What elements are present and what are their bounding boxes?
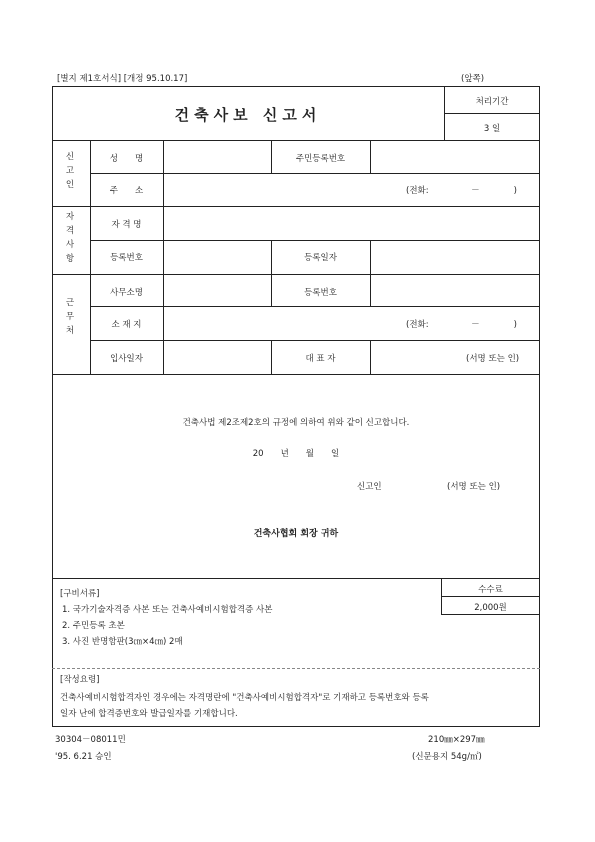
instructions-line: 건축사예비시험합격자인 경우에는 자격명란에 "건축사예비시험합격자"로 기재하고 등록번호와 등록 — [60, 693, 429, 703]
representative-label: 대 표 자 — [305, 354, 336, 364]
join-date-field[interactable] — [165, 345, 271, 367]
document-item: 3. 사진 반명함판(3㎝×4㎝) 2매 — [62, 637, 183, 647]
qual-reg-date-label: 등록일자 — [304, 253, 337, 263]
cert-name-label: 자 격 명 — [111, 220, 142, 230]
addressee: 건축사협회 회장 귀하 — [253, 529, 339, 539]
rrn-label: 주민등록번호 — [295, 154, 346, 164]
declaration-date: 20 년 월 일 — [252, 449, 340, 459]
section-workplace: 근 무 처 — [65, 298, 75, 336]
document-item: 2. 주민등록 초본 — [62, 621, 125, 631]
qual-reg-date-field[interactable] — [372, 245, 538, 267]
name-field[interactable] — [165, 146, 271, 168]
instructions-line: 일자 난에 합격증번호와 발급일자를 기재합니다. — [60, 709, 238, 719]
address-label: 주 소 — [109, 186, 144, 196]
office-reg-no-field[interactable] — [372, 279, 538, 301]
document-item: 1. 국가기술자격증 사본 또는 건축사예비시험합격증 사본 — [62, 605, 273, 615]
paper-size: 210㎜×297㎜ — [428, 735, 485, 745]
form-title: 건축사보 신고서 — [174, 106, 322, 124]
processing-period-label: 처리기간 — [475, 97, 509, 107]
documents-heading: [구비서류] — [60, 589, 100, 599]
applicant-phone-hint: (전화: － ) — [406, 186, 517, 196]
location-label: 소 재 지 — [111, 320, 142, 330]
instructions-heading: [작성요령] — [60, 675, 100, 685]
side-label: (앞쪽) — [461, 74, 485, 84]
approval-date: '95. 6.21 승인 — [55, 752, 112, 762]
section-qualification: 자 격 사 항 — [65, 212, 75, 264]
form-label: [별지 제1호서식] [개정 95.10.17] — [57, 74, 188, 84]
rrn-field[interactable] — [372, 146, 538, 168]
section-applicant: 신 고 인 — [65, 152, 75, 190]
office-name-field[interactable] — [165, 279, 271, 301]
processing-period-value: 3 일 — [483, 124, 501, 134]
reporter-sign-hint: (서명 또는 인) — [447, 482, 501, 492]
name-label: 성 명 — [109, 154, 144, 164]
fee-value: 2,000원 — [474, 603, 507, 613]
qual-reg-no-field[interactable] — [165, 245, 271, 267]
address-field[interactable] — [165, 178, 395, 200]
office-name-label: 사무소명 — [110, 288, 143, 298]
cert-name-field[interactable] — [165, 212, 535, 234]
office-reg-no-label: 등록번호 — [304, 288, 337, 298]
declaration-text: 건축사법 제2조제2호의 규정에 의하여 위와 같이 신고합니다. — [182, 418, 410, 428]
qual-reg-no-label: 등록번호 — [110, 253, 143, 263]
representative-field[interactable] — [372, 345, 452, 367]
workplace-phone-hint: (전화: － ) — [406, 320, 517, 330]
join-date-label: 입사일자 — [110, 354, 143, 364]
fee-label: 수수료 — [478, 585, 503, 595]
form-code: 30304－08011민 — [55, 735, 126, 745]
location-field[interactable] — [165, 311, 395, 333]
paper-type: (신문용지 54g/㎡) — [412, 752, 482, 762]
representative-sign-hint: (서명 또는 인) — [466, 354, 520, 364]
reporter-label: 신고인 — [357, 482, 382, 492]
